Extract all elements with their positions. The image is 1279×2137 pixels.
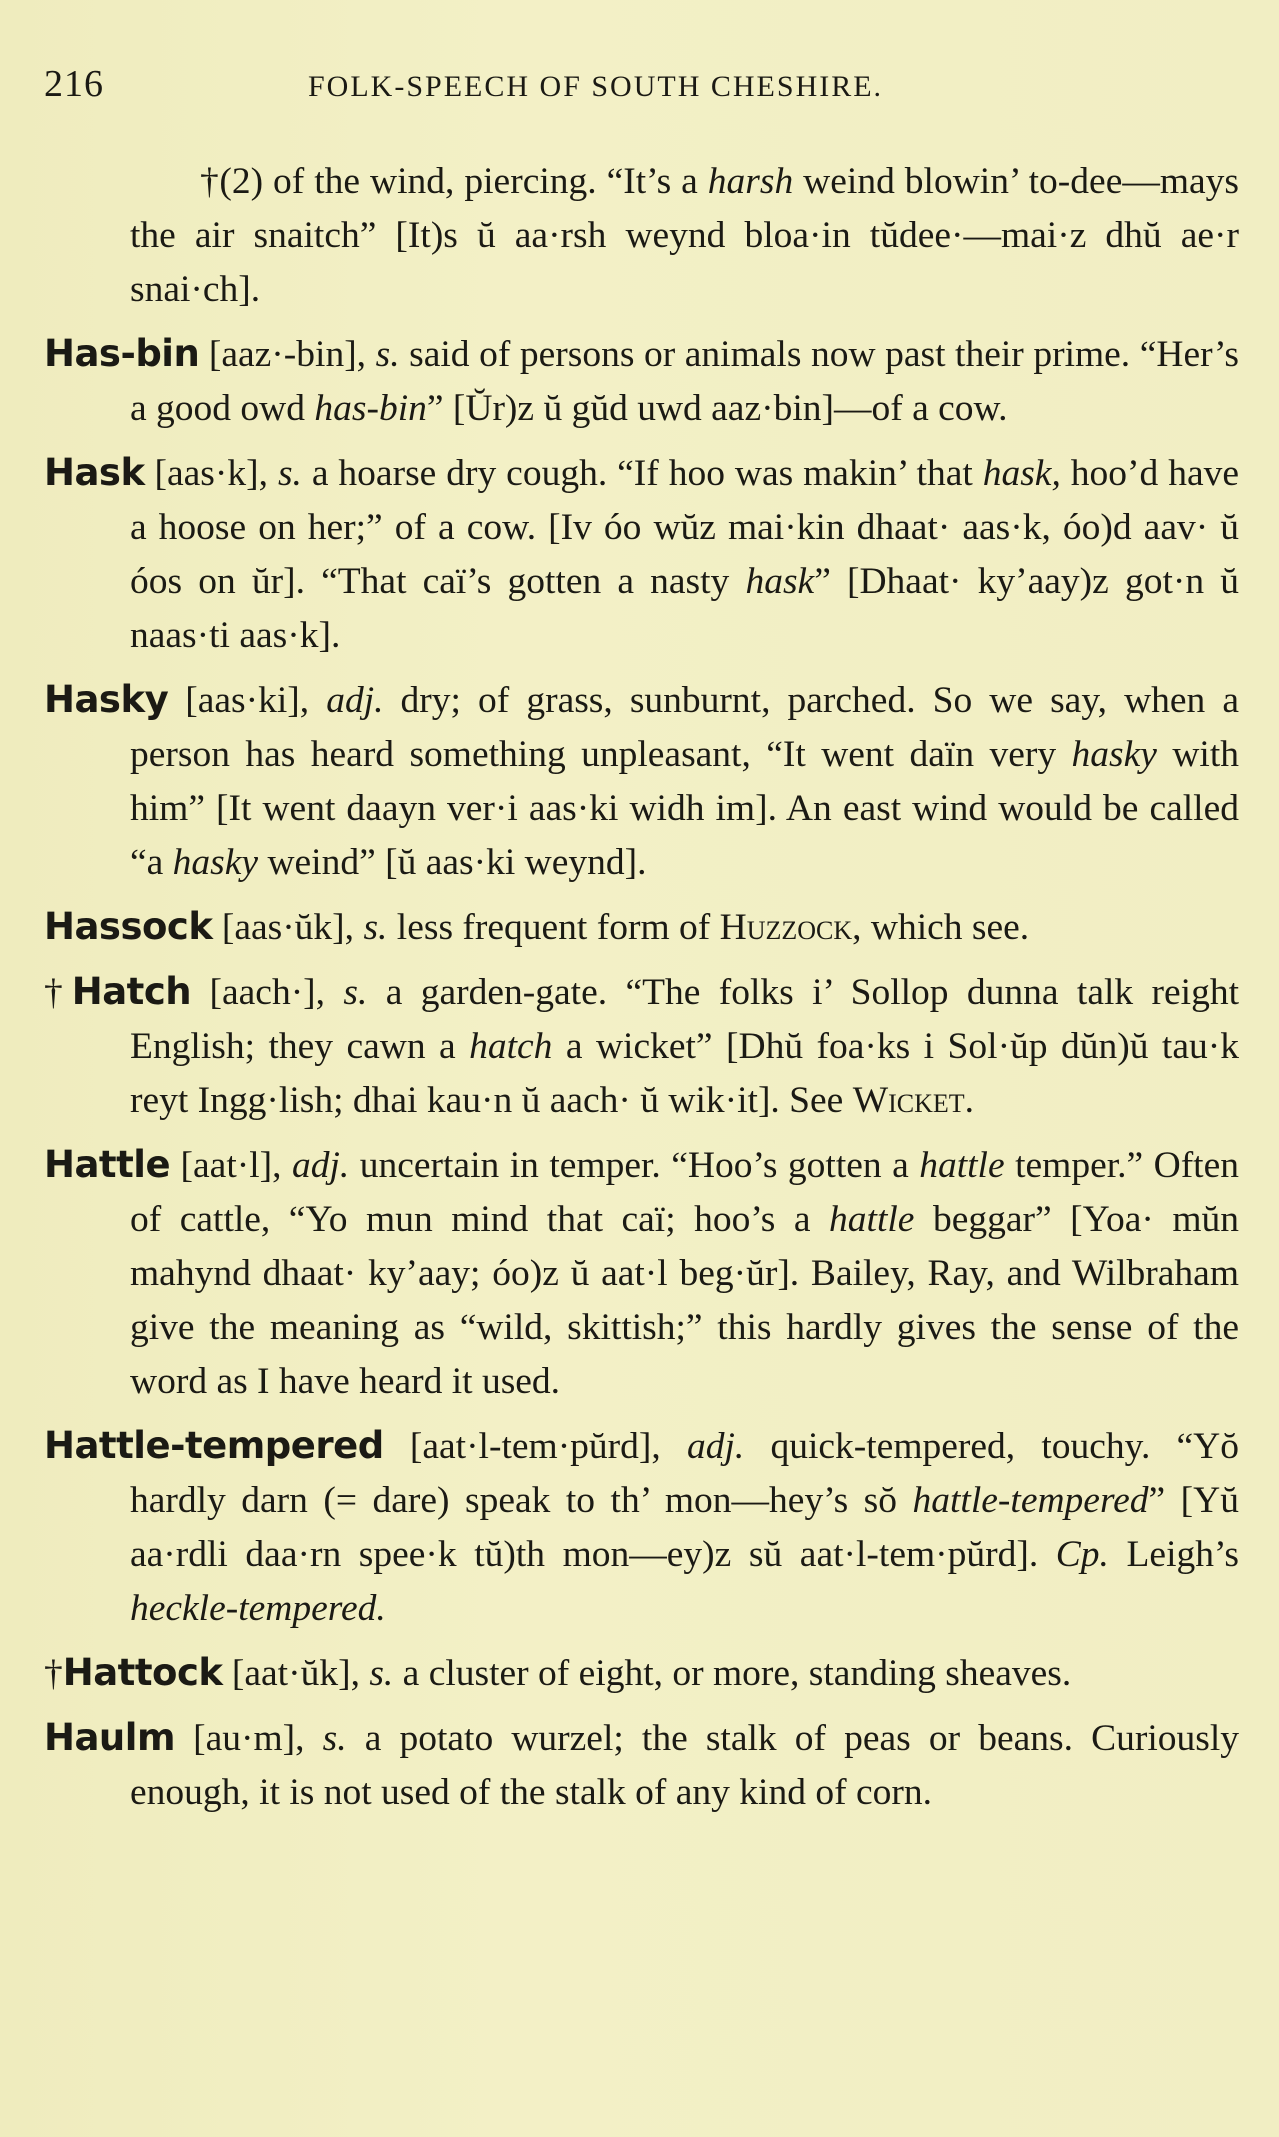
page-header (44, 62, 1244, 122)
headword: Hatch (71, 970, 192, 1013)
headword: Hattle-tempered (44, 1424, 384, 1467)
headword: Hasky (44, 678, 169, 721)
headword: Hassock (44, 905, 213, 948)
entry-hasky: Hasky [aas·ki], adj. dry; of grass, sunburnt, parched. So we say, when a person has heard something unpleasant, “It went daïn very hasky with him” [It went daayn ver·i aas·ki widh im]. An east wind would be called “a hasky weind” [ŭ aas·ki weynd]. (44, 678, 1239, 883)
entry-hask: Hask [aas·k], s. a hoarse dry cough. “If hoo was makin’ that hask, hoo’d have a hoose on her;” of a cow. [Iv óo wŭz mai·kin dhaat· aas·k, óo)d aav· ŭ óos on ŭr]. “That caï’s gotten a nasty hask” [Dhaat· ky’aay)z got·n ŭ naas·ti aas·k]. (44, 451, 1239, 656)
headword: Has-bin (44, 332, 200, 375)
dictionary-entries (44, 155, 1239, 1830)
page-number: 216 (44, 63, 104, 105)
entry-has-bin: Has-bin [aaz·-bin], s. said of persons or animals now past their prime. “Her’s a good owd has-bin” [Ŭr)z ŭ gŭd uwd aaz·bin]—of a cow. (44, 332, 1239, 429)
continuation-paragraph: †(2) of the wind, piercing. “It’s a harsh weind blowin’ to-dee—mays the air snaitch” [It)s ŭ aa·rsh weynd bloa·in tŭdee·—mai·z dhŭ ae·r snai·ch]. (130, 161, 1239, 310)
headword: Haulm (44, 1716, 176, 1759)
entry-hattock: †Hattock [aat·ŭk], s. a cluster of eight, or more, standing sheaves. (44, 1651, 1072, 1694)
running-title: FOLK-SPEECH OF SOUTH CHESHIRE. (308, 70, 884, 103)
entry-hatch: †Hatch [aach·], s. a garden-gate. “The folks i’ Sollop dunna talk reight English; they cawn a hatch a wicket” [Dhŭ foa·ks i Sol·ŭp dŭn)ŭ tau·k reyt Ingg·lish; dhai kau·n ŭ aach· ŭ wik·it]. See Wicket. (44, 970, 1239, 1121)
entry-hattle-tempered: Hattle-tempered [aat·l-tem·pŭrd], adj. quick-tempered, touchy. “Yŏ hardly darn (= dare) speak to th’ mon—hey’s sŏ hattle-tempered” [Yŭ aa·rdli daa·rn spee·k tŭ)th mon—ey)z sŭ aat·l-tem·pŭrd]. Cp. Leigh’s heckle-tempered. (44, 1424, 1239, 1629)
headword: Hattle (44, 1143, 171, 1186)
headword: Hask (44, 451, 145, 494)
entry-hattle: Hattle [aat·l], adj. uncertain in temper. “Hoo’s gotten a hattle temper.” Often of cattle, “Yo mun mind that caï; hoo’s a hattle beggar” [Yoa· mŭn mahynd dhaat· ky’aay; óo)z ŭ aat·l beg·ŭr]. Bailey, Ray, and Wilbraham give the meaning as “wild, skittish;” this hardly gives the sense of the word as I have heard it used. (44, 1143, 1239, 1402)
entry-haulm: Haulm [au·m], s. a potato wurzel; the stalk of peas or beans. Curiously enough, it is not used of the stalk of any kind of corn. (44, 1716, 1239, 1813)
entry-hassock: Hassock [aas·ŭk], s. less frequent form of Huzzock, which see. (44, 905, 1030, 948)
headword: Hattock (62, 1651, 223, 1694)
